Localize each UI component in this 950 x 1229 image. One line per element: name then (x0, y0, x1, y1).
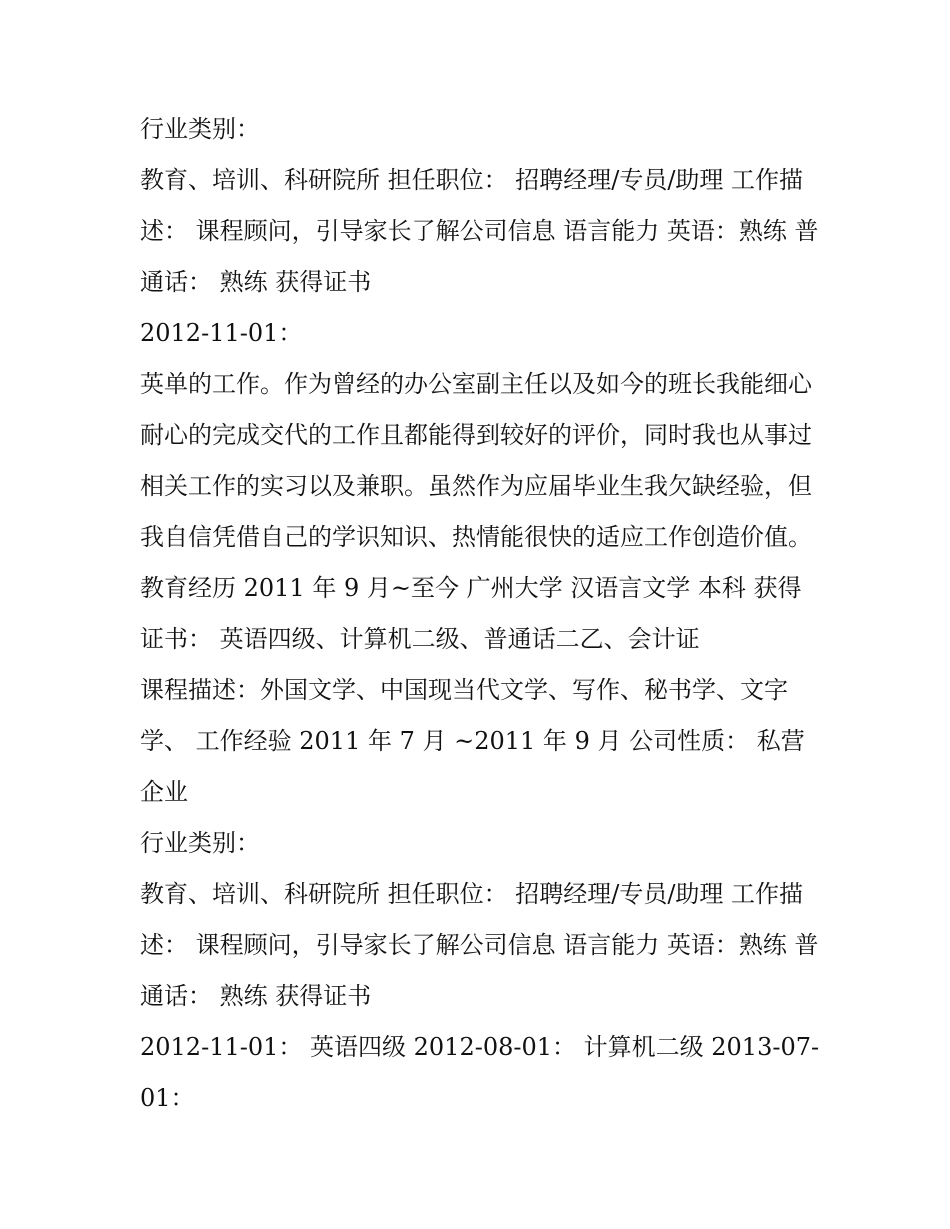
document-body (140, 104, 820, 1124)
paragraph-certificate-date-1: 2012-11-01： (140, 319, 303, 347)
paragraph-job-details-1: 教育、培训、科研院所 担任职位： 招聘经理/专员/助理 工作描述： 课程顾问，引导家长了解公司信息 语言能力 英语：熟练 普通话： 熟练 获得证书 (140, 166, 819, 296)
paragraph-self-evaluation: 英单的工作。作为曾经的办公室副主任以及如今的班长我能细心耐心的完成交代的工作且都能得到较好的评价，同时我也从事过相关工作的实习以及兼职。虽然作为应届毕业生我欠缺经验，但我自信凭借自己的学识知识、热情能很快的适应工作创造价值。 (140, 370, 812, 551)
paragraph-certificates-list: 2012-11-01： 英语四级 2012-08-01： 计算机二级 2013-07-01： (140, 1033, 820, 1112)
paragraph-courses-experience: 课程描述：外国文学、中国现当代文学、写作、秘书学、文字学、 工作经验 2011 年 7 月 ~2011 年 9 月 公司性质： 私营企业 (140, 676, 805, 806)
paragraph-industry-label-2: 行业类别： (140, 829, 260, 857)
paragraph-industry-label-1: 行业类别： (140, 115, 260, 143)
paragraph-education: 教育经历 2011 年 9 月~至今 广州大学 汉语言文学 本科 获得证书： 英语四级、计算机二级、普通话二乙、会计证 (140, 574, 802, 653)
paragraph-job-details-2: 教育、培训、科研院所 担任职位： 招聘经理/专员/助理 工作描述： 课程顾问，引导家长了解公司信息 语言能力 英语：熟练 普通话： 熟练 获得证书 (140, 880, 819, 1010)
